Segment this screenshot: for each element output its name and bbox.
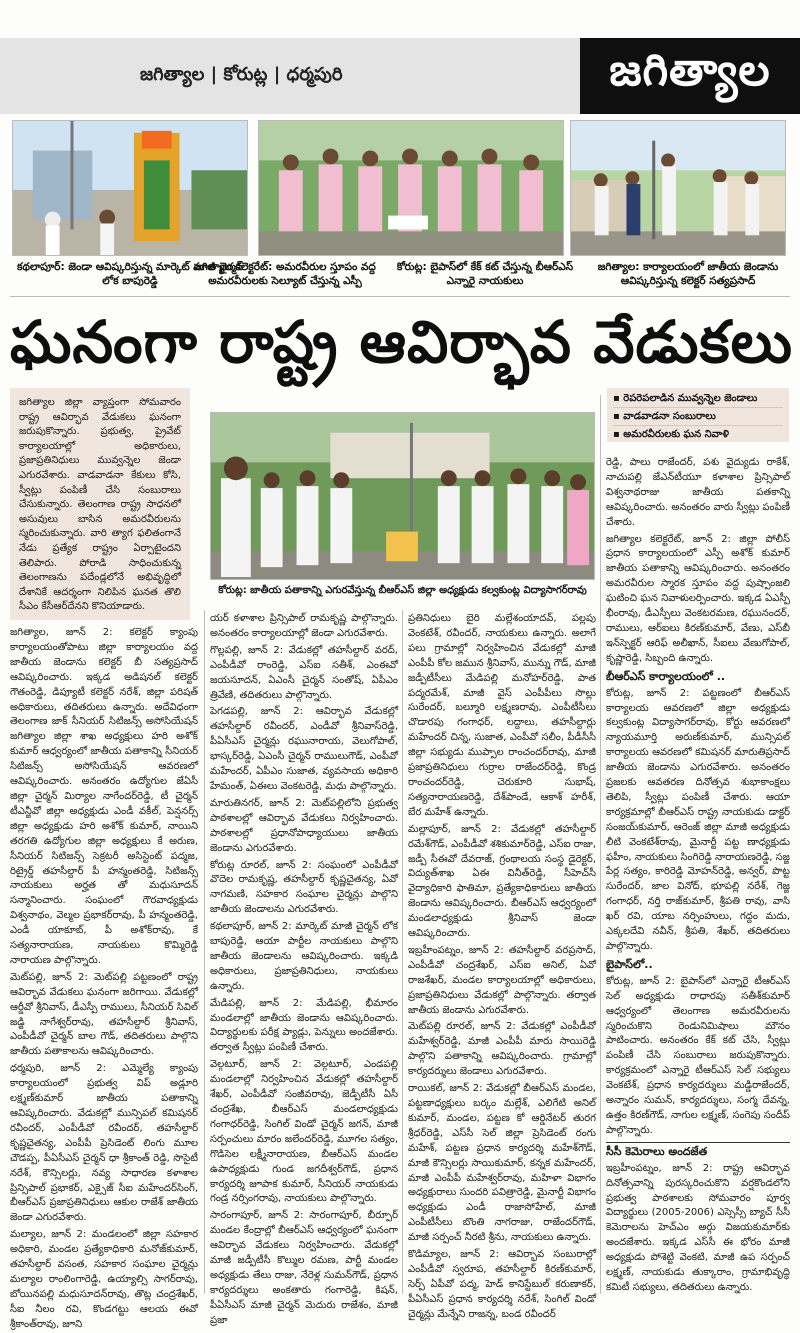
article-paragraph: వెల్గటూర్, జూన్ 2: వెల్గటూర్, ఎండపల్లి మండలాల్లో నిర్వహించిన వేడుకల్లో తహసీల్దార్ శేఖర్, ఎంపీడీవో సంజీవరావు, జెడ్పీటీసీ ఏసీ చంద్రశేఖ, బీఆర్ఎస్ మండలాధ్యక్షుడు గంగాధర్‌రెడ్డి, సింగిల్ విండో చైర్మన్ జగన్, మాజీ సర్పంచులు మారం జలేందర్‌రెడ్డి, మూగల సత్యం, గొడిసెల లక్ష్మీనారాయణ, బీఆర్ఎస్ మండల ఉపాధ్యక్షుడు గుండ జగదీశ్వర్‌గౌడ్, ప్రధాన కార్యదర్శి జూపాక కుమార్, సీనియర్ నాయకుడు గండ్ర నర్సింగరావు, నాయకులు పాల్గొన్నారు.	[210, 1059, 398, 1205]
article-paragraph: మెట్‌పల్లి రూరల్, జూన్ 2: వేడుకల్లో ఎంపీడీవో మహేశ్వర్‌రెడ్డి, మాజీ ఎంపీపీ మారు సాయిరెడ్డి పాల్గొని పతాకాన్ని ఆవిష్కరించారు. గ్రామాల్లో కార్యదర్శులు జెండాలు ఎగురవేశారు.	[408, 1021, 596, 1078]
article-paragraph: మల్లాపూర్, జూన్ 2: వేడుకల్లో తహసీల్దార్ రమేశ్‌గౌడ్, ఎంపీడీవో శశికుమార్‌రెడ్డి, ఎస్‌ఐ రాజు, జడ్పీ సీఈవో దేవరాజ్, గ్రంథాలయ సంస్థ డైరెక్టర్, విద్యుత్‌శాఖ ఏఈ వినీత్‌రెడ్డి, సీహెచ్‌సీ వైద్యాధికారి ఫాతిమా, ప్రత్యేకాధికారులు జాతీయ జెండాను ఆవిష్కరించారు. బీఆర్ఎస్ ఆధ్వర్యంలో మండలాధ్యక్షుడు శ్రీనివాస్ జెండా ఆవిష్కరించారు.	[408, 823, 597, 940]
photo-caption-3: కోరుట్ల: బైపాస్‌లో కేక్ కట్ చేస్తున్న బీఆర్ఎస్ ఎన్నారై నాయకులు	[396, 261, 574, 287]
article-paragraph: జగిత్యాల, జూన్ 2: కలెక్టర్ క్యాంపు కార్యాలయంతోపాటు జిల్లా కార్యాలయం వద్ద జాతీయ జెండాను కలెక్టర్ బీ సత్యప్రసాద్ ఆవిష్కరించారు. ఇక్కడ అడిషనల్ కలెక్టర్ గౌతంరెడ్డి, డిప్యూటీ కలెక్టర్ నరేశ్, జిల్లా పరిషత్ అధికారులు, తదితరులు ఉన్నారు. అదేవిధంగా తెలంగాణ జాక్ సీనియర్ సిటిజన్స్ అసోసియేషన్ జగిత్యాల జిల్లా శాఖ అధ్యక్షులు హరి అశోక్ కుమార్ ఆధ్వర్యంలో జాతీయ పతాకాన్ని సీనియర్ సిటిజన్స్ అసోసియేషన్ ఆవరణలో ఆవిష్కరించారు. అనంతరం ఉద్యోగుల జేఏసీ జిల్లా చైర్మన్ మిర్యాల నాగేందర్‌రెడ్డి, టీ చైర్మన్ టీఎన్జీవో జిల్లా అధ్యక్షుడు ఎండీ వకీల్, పెన్షనర్స్ జిల్లా అధ్యక్షుడు హరి అశోక్ కుమార్, నాయిని తరగతి ఉద్యోగుల జిల్లా అధ్యక్షులు కే అరుణ, సీనియర్ సిటిజన్స్ సెక్రటరీ అసిస్టెంట్ పద్మజ, రిట్రైర్డ్ తహసీల్దార్ పీ హన్మంతరెడ్డి, సిటిజన్స్ నాయకులు అర్హత తో మధుసూదన్ సన్మానించారు. సంఘంలో గౌరవాధ్యక్షుడు విశ్వనాథం, వెల్మల ప్రభాకర్‌రావు, పీ హన్మంతరెడ్డి, ఎండీ యాకూబ్, పీ అశోక్‌రావు, కే సత్యనారాయణ, నాయకులు కొమ్మిరెడ్డి నారాయణ పాల్గొన్నారు.	[10, 627, 198, 966]
article-paragraph: మెట్‌పల్లి, జూన్ 2: మెట్‌పల్లి పట్టణంలో రాష్ట్ర ఆవిర్భావ వేడుకలు ఘనంగా జరిగాయి. వేడుకల్లో ఆర్డీవో శ్రీనివాస్, డీఎస్పీ రాములు, సీనియర్ సివిల్ జడ్జి నాగేశ్వర్‌రావు, తహసీల్దార్ శ్రీనివాస్, ఎంపీడీవో చైర్మన్ బాల గౌడ్, తదితరులు పాల్గొని జాతీయ పతాకాలను ఆవిష్కరించారు.	[10, 971, 198, 1058]
article-paragraph: సారంగాపూర్, జూన్ 2: సారంగాపూర్, బీర్పూర్ మండల కేంద్రాల్లో బీఆర్ఎస్ ఆధ్వర్యంలో ఘనంగా ఆవిర్భావ వేడుకలు నిర్వహించారు. వేడుకల్లో మాజీ జడ్పీటీసీ కొల్ముల రమణ, పార్టీ మండల అధ్యక్షుడు తేలు రాజు, నేరెళ్ల సుమన్‌గౌడ్, ప్రధాన కార్యదర్శులు అంకతారు గంగారెడ్డి, కిషన్, పీఏసీఎస్ మాజీ చైర్మన్ మెదురు రాజేశం, మాజీ ప్రజా	[210, 1210, 398, 1326]
highlight-item: ▪ వాడవాడనా సంబురాలు	[613, 408, 783, 426]
subheading-brs-office: బీఆర్ఎస్ కార్యాలయంలో ..	[606, 669, 726, 683]
subheading-bypass: బైపాస్‌లో..	[606, 957, 653, 971]
article-column-3	[408, 612, 597, 1320]
article-paragraph: యర్ కళాశాల ప్రిన్సిపాల్ రామకృష్ణ పాల్గొన్నారు. అనంతరం కార్యాలయాల్లో జెండా ఎగురవేశారు.	[210, 613, 398, 639]
subheading-cc-cameras: సీసీ కెమెరాలు అందజేత	[606, 1142, 790, 1160]
photo-flag-hoisting-kathalapur	[12, 120, 248, 256]
center-photo-korutla	[210, 412, 595, 580]
highlight-item: ▪ అమరవీరులకు ఘన నివాళి	[613, 429, 729, 440]
highlights-box	[607, 388, 789, 442]
highlight-item: ▪ రెపరెపలాడిన మువ్వన్నెల జెండాలు	[613, 390, 783, 408]
article-paragraph: ప్రతినిధులు బైరి మల్లేశంయాదవ్, పల్లపు వెంకటేశ్, రవీందర్, నాయకులు ఉన్నారు. అలాగే పలు గ్రామాల్లో నిర్వహించిన వేడుకల్లో మాజీ ఎంపీపీ కోల జమున శ్రీనివాస్, మున్ను గౌడ్, మాజీ జడ్పీటీసీలు మేడిపల్లి మనోహర్‌రెడ్డి, పాత పద్మరమేశ్, మాజీ వైస్ ఎంపీపీలు సొల్లు సురేందర్, బల్మూరి లక్ష్మణరావు, ఎంపీటీసీలు చొడారపు గంగాధర్, లద్దాలు, తహసీల్దార్లు మహేందర్ చిన్న, సుజాత, ఎంపీవో సలీం, పీడీసీసీ జిల్లా సభ్యుడు ముప్పాల రాంచందర్‌రావు, మాజీ ప్రజాప్రతినిధులు గుర్రాల రాజేందర్‌రెడ్డి, కొండ్ర రాంచందర్‌రెడ్డి, చెరుకూరి సుభాష్, సత్యనారాయణరెడ్డి, దేశ్‌పాండే, ఆకాశ్ హరీశ్, బేర మహేశ్ ఉన్నారు.	[408, 613, 596, 818]
lead-box: జగిత్యాల జిల్లా వ్యాప్తంగా సోమవారం రాష్ట్ర ఆవిర్భావ వేడుకలు ఘనంగా జరుపుకొన్నారు. ప్రభుత్వ, ప్రైవేట్ కార్యాలయాల్లో అధికారులు, ప్రజాప్రతినిధులు మువ్వన్నెల జెండా ఎగురవేశారు. వాడవాడనా కేకులు కోసి, స్వీట్లు పంపిణీ చేసి సంబురాలు చేసుకున్నారు. తెలంగాణ రాష్ట్ర సాధనలో అసువులు బాసిన అమరవీరులను స్మరించుకున్నారు. వారి త్యాగ ఫలితంగానే నేడు ప్రత్యేక రాష్ట్రం ఏర్పాటైందని తెలిపారు. పోరాడి సాధించుకున్న తెలంగాణను పదేండ్లలోనే అభివృద్ధిలో దేశానికే ఆదర్శంగా నిలిపిన ఘనత తొలి సీఎం కేసీఆర్‌దేనని కొనియాడారు.	[10, 388, 190, 620]
article-paragraph: ఇబ్రహీంపట్నం, జూన్ 2: రాష్ట్ర ఆవిర్భావ దినోత్సవాన్ని పురస్కరించుకొని వర్షకొండలోని ప్రభుత్వ పాఠశాలకు సోమవారం పూర్వ విద్యార్థులు (2005-2006) ఎస్సెస్సీ బ్యాచ్ సీసీ కెమెరాలను హెచ్ఎం అర్గు విజయకుమార్‌కు అందజేశారు. ఇక్కడ ఎస్‌సీ ఈ భోరం మాజీ అధ్యక్షుడు పోశెట్టి వెంకటి, మాజీ ఉప సర్పంచ్ లక్ష్మణ్, నాయకుడు తుక్కారాం, గ్రామాభివృద్ధి కమిటీ సభ్యులు, తదితరులు ఉన్నారు.	[606, 1162, 790, 1293]
section-places: జగిత్యాల | కోరుట్ల | ధర్మపురి	[0, 38, 580, 114]
article-paragraph: కొడిమ్యాల, జూన్ 2: ఆవిర్భావ సంబురాల్లో ఎంపీడీవో స్వరూప, తహసీల్దార్ కిరణ్‌కుమార్, సెర్ప్ ఏపీవో పద్మ, హెడ్ కానిస్టేబుల్ కరుణాకర్, పీఏసీఎస్ ప్రధాన కార్యదర్శి నరేశ్, సింగిల్ విండో చైర్మన్లు మేన్నేని రాజన్న, బండ రవీందర్	[408, 1249, 596, 1320]
article-paragraph: పెగడపల్లి, జూన్ 2: ఆవిర్భావ వేడుకల్లో తహసీల్దార్ రవీందర్, ఎండీవో శ్రీనివాస్‌రెడ్డి, పీఏసీఎస్ చైర్మన్లు రఘునారాయ, వెలుగోపాల్, భాస్కర్‌రెడ్డి, ఏఎంసీ చైర్మన్ రాములుగౌడ్, ఎంపీవో మహేందర్, ఏపీఎం సుజాత, వ్యవసాయ అధికారి హేమంత్, ఏఈలు వెంకటరెడ్డి, మధు పాల్గొన్నారు.	[210, 706, 398, 792]
photo-martyrs-salute-collectorate	[258, 120, 564, 256]
article-paragraph: ధర్మపురి, జూన్ 2: ఎమ్మెల్యే క్యాంపు కార్యాలయంలో ప్రభుత్వ విప్ అడ్లూరి లక్ష్మణ్‌కుమార్ జాతీయ పతాకాన్ని ఆవిష్కరించారు. వేడుకల్లో మున్సిపల్ కమిషనర్ రవీందర్, ఎంపీడీవో రవీందర్, తహసీల్దార్ కృష్ణచైతన్య, ఎంపీపీ ప్రెసిడెంట్ లింగు మూల చౌడప్ప, పీఏసీఎస్ చైర్మన్ ధా శ్రీకాంత్ రెడ్డి, సొసైటీ నరేశ్, కౌన్సిలర్లు, నవ్య సాధారణ కళాశాల ప్రిన్సిపాల్ ప్రభాకర్, ఎక్సైజ్ సీఐ మహేందర్‌సింగ్, బీఆర్ఎస్ ప్రజాప్రతినిధులు ఆకుల రాజేశ్ జాతీయ జెండా ఎగురవేశారు.	[10, 1063, 198, 1224]
column-rule	[204, 610, 205, 1294]
photo-caption-4: జగిత్యాల: కార్యాలయంలో జాతీయ జెండాను ఆవిష్కరిస్తున్న కలెక్టర్ సత్యప్రసాద్	[597, 261, 779, 287]
article-paragraph: జగిత్యాల కలెక్టరేట్, జూన్ 2: జిల్లా పోలీస్ ప్రధాన కార్యాలయంలో ఎస్పీ అశోక్ కుమార్ జాతీయ పతాకాన్ని ఆవిష్కరించారు. అనంతరం అమరవీరుల స్మారక స్తూపం వద్ద పుష్పాంజలి ఘటించి ఘన నివాళులర్పించారు. ఇక్కడ ఏఎస్పీ భీంరావు, డీఎస్పీలు వెంకటరమణ, రఘునందర్, రాములు, ఆర్ఐలు కిరణ్‌కుమార్, వేణు, ఎస్‌బీ ఇన్‌స్పెక్టర్ ఆరిఫ్ అలీఖాన్, సీఐలు వేణుగోపాల్, కృష్ణారెడ్డి, సిబ్బంది ఉన్నారు.	[606, 533, 790, 664]
article-paragraph: మారుతినగర్, జూన్ 2: మెట్‌పల్లిలోని ప్రభుత్వ పాఠశాలల్లో ఆవిర్భావ వేడుకలు నిర్వహించారు. పాఠశాలల్లో ప్రధానోపాధ్యాయులు జాతీయ జెండాను ఎగురవేశారు.	[210, 797, 398, 854]
district-title: జగిత్యాల	[580, 38, 800, 114]
column-rule	[600, 395, 601, 1294]
article-paragraph: రాయికల్, జూన్ 2: వేడుకల్లో బీఆర్ఎస్ మండల, పట్టణాధ్యక్షులు బర్కం మల్లేశ్, ఎలిగేటి అనిల్ కుమార్, మండల, పట్టణ కో ఆర్డినేటర్ తురగ శ్రీధర్‌రెడ్డి, ఎస్‌సీ సెల్ జిల్లా ప్రెసిడెంట్ రంగు మహేశ్, పట్టణ ప్రధాన కార్యదర్శి మహేశ్‌గౌడ్, మాజీ కౌన్సిలర్లు సాయికుమార్, కన్నక మహేందర్, మాజీ ఎంపీపీ మహేశ్వర్‌రావు, మహిళా విభాగం అధ్యక్షురాలు సుందరి పవిత్రారెడ్డి, మైనార్టీ విభాగం అధ్యక్షుడు ఎండీ రాజాసోహేల్, మాజీ ఎంపీటీసీలు బొంతి నాగరాజు, రాజేందర్‌గౌడ్, మాజీ సర్పంచ్ నీరటి శ్రీను, నాయకులు ఉన్నారు.	[408, 1083, 596, 1244]
article-paragraph: కోరుట్ల రూరల్, జూన్ 2: సంఘంలో ఎంపీడీవో వొదెల రామకృష్ణ, తహసీల్దార్ కృష్ణచైతన్య, ఏవో నాగమణి, సహకార సంఘాల చైర్మన్లు పాల్గొని జాతీయ జెండాలను ఎగురవేశారు.	[210, 859, 398, 916]
photo-caption-1: కథలాపూర్: జెండా ఆవిష్కరిస్తున్న మార్కెట్ మాజీ చైర్మన్ లోక బాపురెడ్డి	[16, 261, 244, 287]
article-paragraph: మేడిపల్లి, జూన్ 2: మేడిపల్లి, భీమారం మండలాల్లో జాతీయ జెండాను ఆవిష్కరించారు. విద్యార్థులకు పరీక్ష ప్యాడ్లు, పెన్నులు అందజేశారు. తర్వాత స్వీట్లు పంపిణీ చేశారు.	[210, 997, 398, 1054]
article-paragraph: ఇబ్రహీంపట్నం, జూన్ 2: తహసీల్దార్ వరప్రసాద్, ఎంపీడీవో చంద్రశేఖర్, ఎస్‌ఐ అనిల్, ఏవో రాజశేఖర్, మండల కార్యాలయాల్లో అధికారులు, ప్రజాప్రతినిధులు వేడుకల్లో పాల్గొన్నారు. తర్వాత జాతీయ జెండాను ఎగురవేశారు.	[408, 944, 596, 1016]
article-paragraph: కోరుట్ల, జూన్ 2: పట్టణంలో బీఆర్ఎస్ కార్యాలయ ఆవరణలో జిల్లా అధ్యక్షుడు కల్వకుంట్ల విద్యాసాగర్‌రావు, కోర్టు ఆవరణలో న్యాయమూర్తి అరుణ్‌కుమార్, మున్సిపల్ కార్యాలయ ఆవరణలో కమిషనర్ మారుతిప్రసాద్ జాతీయ జెండాను ఎగురవేశారు. అనంతరం ప్రజలకు ఆవతరణ దినోత్సవ శుభాకాంక్షలు తెలిపి, స్వీట్లు పంపిణీ చేశారు. ఆయా కార్యక్రమాల్లో బీఆర్ఎస్ రాష్ట్ర నాయకుడు డాక్టర్ సంజయ్‌కుమార్, ఆరెంజ్ జిల్లా మాజీ అధ్యక్షుడు లీటి వెంకటేశ్‌రావు, మైనార్టీ పట్ట ణాధ్యక్షుడు ఫహీం, నాయకులు సింగిరెడ్డి నారాయణరెడ్డి, సజ్జ పేర్ల సత్యం, కారిరెడ్డి మోహన్‌రెడ్డి, అన్వర్, పొట్ట సురేందర్, జాల వినోద్, భూపల్లి నరేశ్, గెజ్జ గంగాధర్, నర్తి రాజ్‌కుమార్, శ్రీపతి రావు, వాసి ఖర్ రవి, యాబ నర్సింహులు, గద్దం మదు, ఎక్కలదేవి నవీన్, శ్రీపతి, శేఖర్, తదితరులు పాల్గొన్నారు.	[606, 687, 790, 952]
column-rule	[402, 610, 403, 1294]
center-photo-caption: కోరుట్ల: జాతీయ పతాకాన్ని ఎగురవేస్తున్న బీఆర్ఎస్ జిల్లా అధ్యక్షుడు కల్వకుంట్ల విద్యాసాగర్‌రావు	[218, 585, 587, 596]
article-paragraph: మల్యాల, జూన్ 2: మండలంలో జిల్లా సహకార అధికారి, మండల ప్రత్యేకాధికారి మనోజ్‌కుమార్, తహసీల్దార్ వసంత, సహకార సంఘాల చైర్మన్లు మల్యాల రాంలింగారెడ్డి, ఉయ్యాల్సి సాగర్‌రావు, బోయినపల్లి మధుసూదన్‌రావు, తొట్ల చంద్రశేఖర్, సీఐ నీలం రవి, కొండగట్టు ఆలయ ఈవో శ్రీకాంత్‌రావు, జూని	[10, 1229, 198, 1330]
photo-caption-2: జగిత్యాల కలెక్టరేట్: అమరవీరుల స్తూపం వద్ద అమరవీరులకు సెల్యూట్ చేస్తున్న ఎస్పీ	[194, 261, 376, 287]
article-paragraph: గొల్లపల్లి, జూన్ 2: వేడుకల్లో తహసీల్దార్ వరద్, ఎంపీడీవో రాంరెడ్డి, ఎస్‌ఐ సతీశ్, ఎంఈవో జయసూదన్, ఏఎంసీ చైర్మన్ సంతోష్, ఏపీఎం త్రివేణి, తదితరులు పాల్గొన్నారు.	[210, 644, 398, 701]
divider	[10, 296, 790, 297]
article-column-1	[10, 626, 198, 1330]
article-column-4	[606, 456, 790, 1294]
article-column-2	[210, 612, 398, 1326]
article-paragraph: కథలాపూర్, జూన్ 2: మార్కెట్ మాజీ చైర్మన్ లోక బాపురెడ్డి, ఆయా పార్టీల నాయకులు పాల్గొని జాతీయ జెండాలను ఆవిష్కరించారు. ఇక్కడి అధికారులు, ప్రజాప్రతినిధులు, నాయకులు ఉన్నారు.	[210, 921, 398, 992]
article-paragraph: రెడ్డి, పాలు రాజేందర్, పశు వైద్యుడు రాకేశ్, నాచుపల్లి జేఎన్‌టీయూ కళాశాల ప్రిన్సిపాల్ విశ్వనాథరాజు జాతీయ పతకాన్ని ఆవిష్కరించారు. అనంతరం వారు స్వీట్లు పంపిణీ చేశారు.	[606, 457, 790, 528]
article-paragraph: కోరుట్ల, జూన్ 2: బైపాస్‌లో ఎన్నారై టీఆర్ఎస్ సెల్ అధ్యక్షుడు రాధారపు సతీశ్‌కుమార్ ఆధ్వర్యంలో తెలంగాణ అమరవీరులను స్మరించుకొని రెండునిమిషాలు మౌనం పాటించారు. అనంతరం కేక్ కట్ చేసి, స్వీట్లు పంపిణీ చేసి సంబురాలు జరుపుకొన్నారు. కార్యక్రమంలో ఎన్నారై టీఆర్ఎస్ సెల్ సభ్యులు వెంకటేశ్, ప్రధాన కార్యదర్శులు మడ్డిరాజేందర్, అన్నారం సుమన్, కార్యదర్శులు, సంగ్మ దేవన్న, ఉత్తం కిరణ్‌గౌడ్, నాగుల లక్ష్మణ్, సంగెపు సందీప్ పాల్గొన్నారు.	[606, 975, 790, 1136]
headline: ఘనంగా రాష్ట్ర ఆవిర్భావ వేడుకలు	[10, 308, 793, 376]
photo-cake-cutting-korutla	[570, 120, 786, 256]
